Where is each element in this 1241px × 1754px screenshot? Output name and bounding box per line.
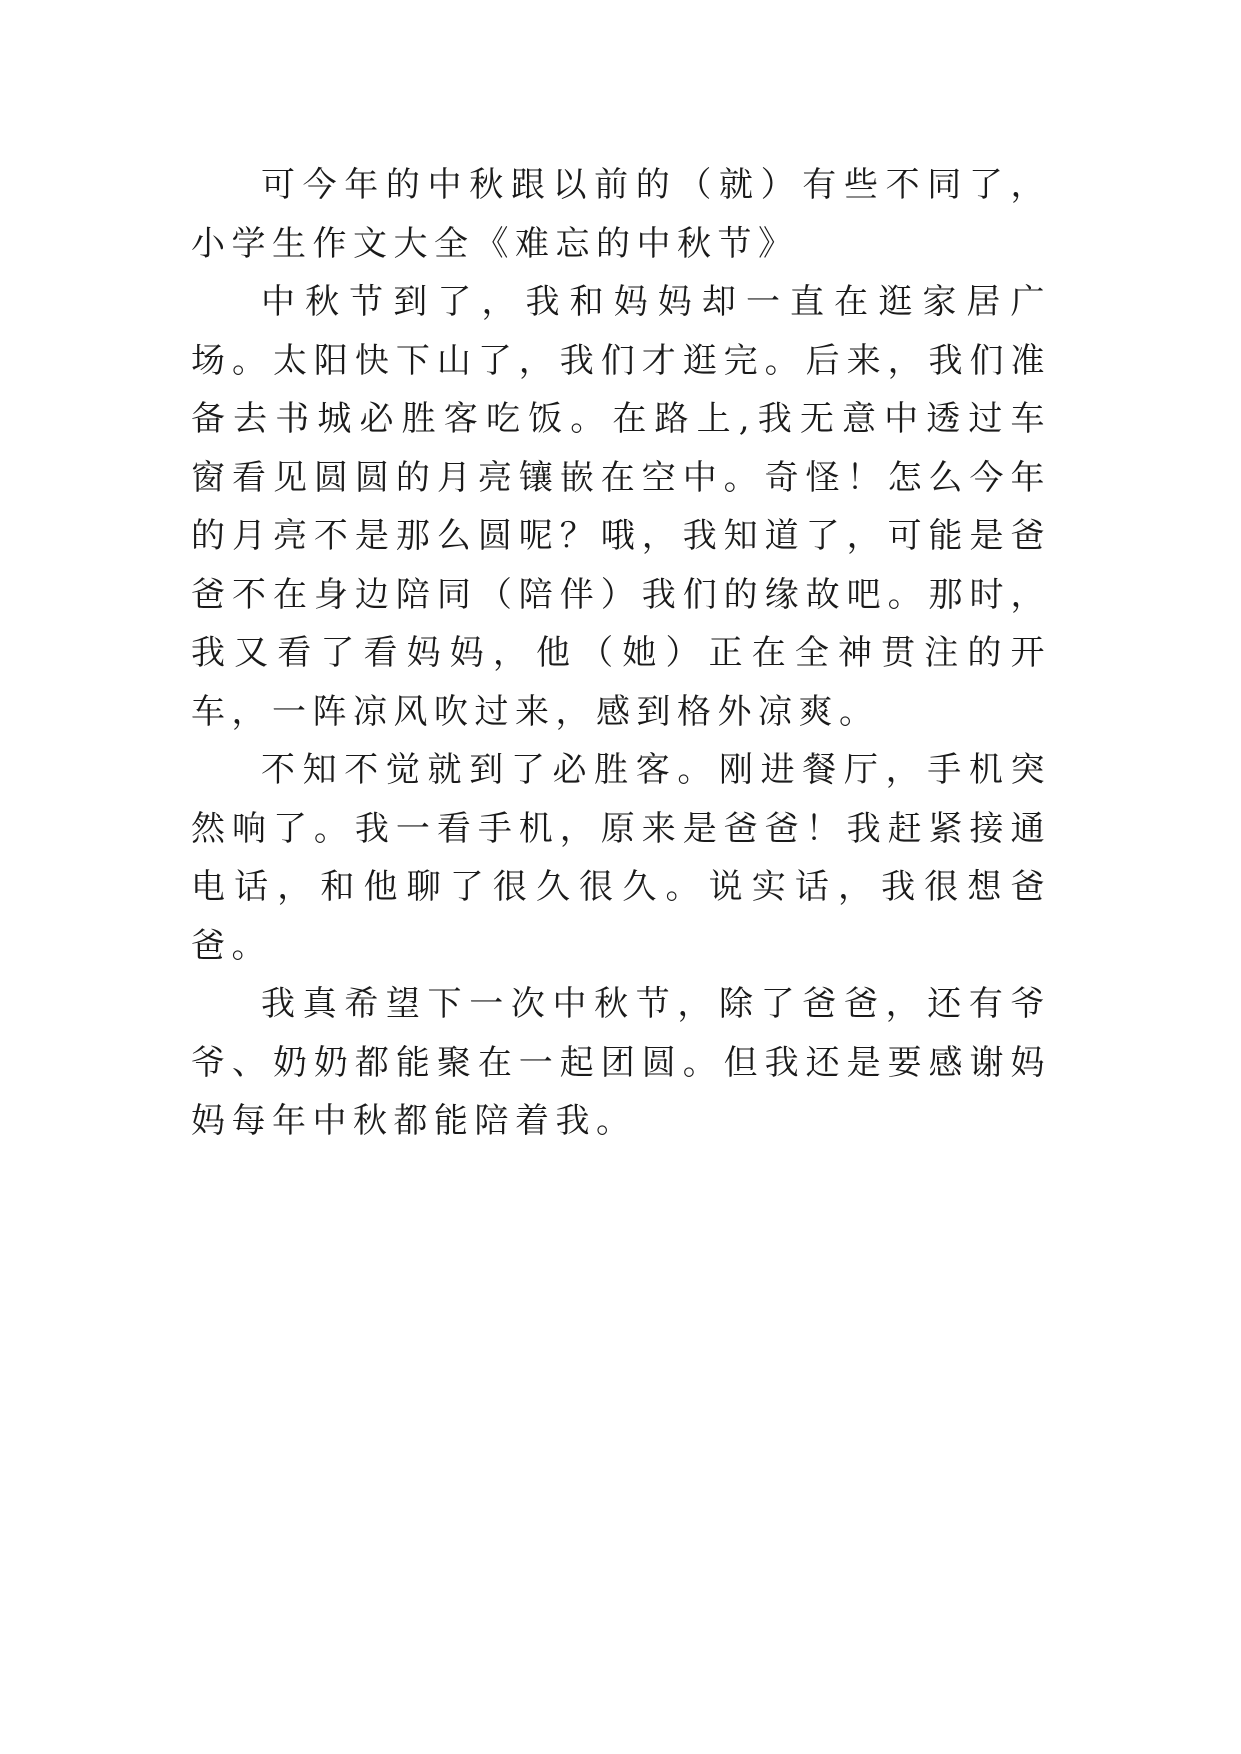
document-body <box>191 156 1051 1151</box>
paragraph-3: 不知不觉就到了必胜客。刚进餐厅，手机突然响了。我一看手机，原来是爸爸！我赶紧接通电话，和他聊了很久很久。说实话，我很想爸爸。 <box>191 750 1051 966</box>
paragraph-1: 可今年的中秋跟以前的（就）有些不同了，小学生作文大全《难忘的中秋节》 <box>191 165 1051 264</box>
paragraph-4: 我真希望下一次中秋节，除了爸爸，还有爷爷、奶奶都能聚在一起团圆。但我还是要感谢妈妈每年中秋都能陪着我。 <box>191 984 1051 1141</box>
paragraph-2: 中秋节到了，我和妈妈却一直在逛家居广场。太阳快下山了，我们才逛完。后来，我们准备去书城必胜客吃饭。在路上,我无意中透过车窗看见圆圆的月亮镶嵌在空中。奇怪！怎么今年的月亮不是那么圆呢？哦，我知道了，可能是爸爸不在身边陪同（陪伴）我们的缘故吧。那时，我又看了看妈妈，他（她）正在全神贯注的开车，一阵凉风吹过来，感到格外凉爽。 <box>191 282 1051 732</box>
